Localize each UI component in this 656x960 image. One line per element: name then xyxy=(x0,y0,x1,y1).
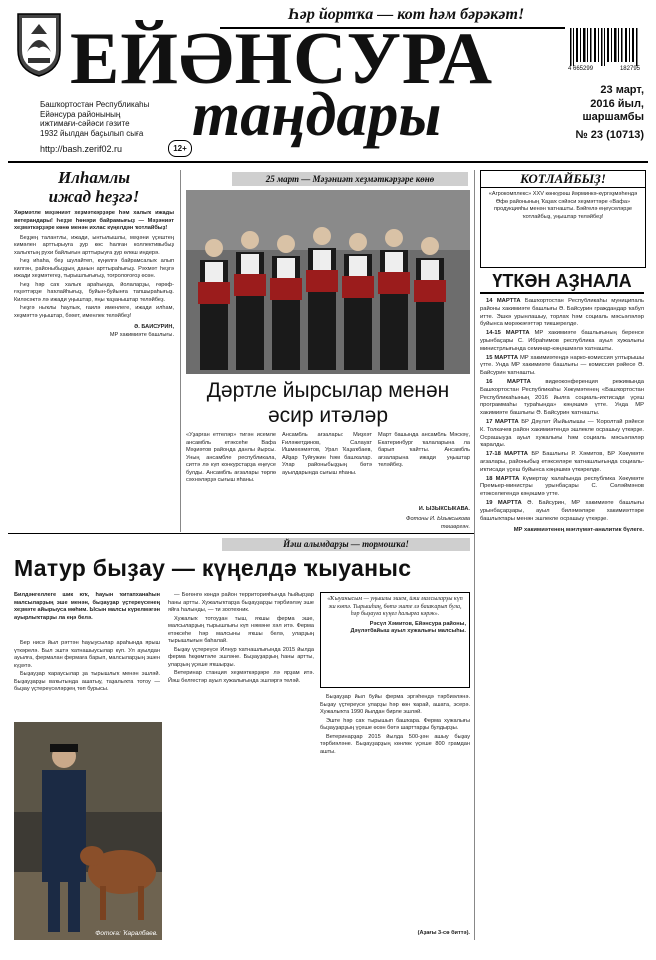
age-rating-badge: 12+ xyxy=(168,140,192,157)
quote-role: Дәүләтбайыш ауыл хужалығы малсыһы. xyxy=(350,628,466,634)
week-item-text: БР Дәүләт Йыйылышы — Ҡоролтай рәйесе К. Толкачев район хакимиәтендә эшлекле осрашыу үткәрҙе. Осрашыуҙа ауыл хужалығы һәм социаль мәсьәләләр ҡаралды. xyxy=(480,418,644,449)
week-item-text: видеоконференция режимында Башҡортостан Республикаһы Хөкүмәтенең «Башҡортостан Республикаһының 2016 йылға социаль-иҡтисади үҫеш программаһы тураһында» кәңәшмә үтте. Унда МР хакимиәте башлығы Ә. Байсурин ҡатнашты. xyxy=(480,378,644,417)
ensemble-column-1: «Уҙарған еттеләр» тигән исемле ансамбль етәксеһе Вафа Мәҙиәтов районда данлы йырсы. Уның ансамбле республикала, ситтә лә күп конкурстарҙа еңеүсе булды. Ансамбль ағзалары төрлө сәхнәләрҙә сығыш яһаны. xyxy=(186,432,276,483)
week-item-date: 14-15 МАРТТА xyxy=(486,330,530,337)
ensemble-photo-credit: Фотоны И. Ызыксыкова төшөргән. xyxy=(406,516,470,530)
section-rule xyxy=(8,533,474,534)
ensemble-headline xyxy=(186,378,470,428)
issue-weekday: шаршамбы xyxy=(582,111,644,123)
paragraph: Хужалыҡ тотоуҙан тыш, яҡшы ферма эше, малсыларҙың тырышлығы күп нәмәне хәл итә. Ферма етәксеһе һәр малсыны яҡшы белә, уларҙың тырышлығын баһалай. xyxy=(168,615,314,644)
week-item xyxy=(480,476,644,499)
publisher-line: Башҡортостан Республикаһы xyxy=(40,100,150,109)
last-week-list xyxy=(480,298,644,536)
paragraph: Һеҙ һәр саҡ халыҡ араһында, йолаларҙы, ғөрөф-ғәҙәттәрҙе һаҡлайһығыҙ, буйын-буйынға тапшыраһығыҙ. Киләсәктә лә ижади уңыштар, яңы ҡаҙаныштар теләйбеҙ. xyxy=(14,281,174,303)
congratulation-box xyxy=(480,170,646,268)
paragraph: Ветеринар станция хеҙмәткәрҙәре лә ярҙам итә. Йәш белгестәр ауыл хужалығында эшләргә теләй. xyxy=(168,670,314,684)
barcode-number-left: 4 665299 xyxy=(568,66,594,72)
week-item-text: Күмертау ҡалаһында республика Хөкүмәте Премьер-министры урынбаҫары С. Сөләймәнов етәкселегендә кәңәшмә үтте. xyxy=(480,475,644,498)
last-week-title: ҮТКӘН АҘНАЛА xyxy=(480,270,644,294)
publisher-info xyxy=(40,100,190,138)
young-headline: Матур быҙау — күңелдә ҡыуаныс xyxy=(14,555,412,581)
week-item-date: 16 МАРТТА xyxy=(486,378,531,385)
greeting-title-line: ижад һеҙгә! xyxy=(48,187,140,206)
greeting-lead: Хөрмәтле мәҙәниәт хеҙмәткәрҙәре һәм халыҡ ижады ветерандары! Һеҙҙе һөнәри байрамығыҙ — Мәҙәниәт хеҙмәткәрҙәре көнө менән ихлас күңелдән ҡотлайбыҙ! xyxy=(14,210,174,231)
last-week-section xyxy=(480,270,644,940)
young-lead: Билдәнгеллеге шик юҡ, һауын ҡитапханаһын малсыларҙың эше менән, быҙауҙар үҫтереүсенең хеҙмәте айырыуса мөһим. Ысын малсы күрелмәгән ауырлыҡтарҙы ла еңә белә. xyxy=(14,592,160,621)
barcode-number-right: 182795 xyxy=(619,66,640,72)
week-item-date: 19 МАРТТА xyxy=(486,499,522,506)
banner-text: 25 март — Мәҙәниәт хеҙмәткәрҙәре көнө xyxy=(265,174,435,184)
young-column-2 xyxy=(168,592,314,940)
quote-text: «Ҡыуанысым — уңышлы эшем, йәш малсыларҙы күп эш көтә. Тырышһаң, бөтә эште лә башҡарып була, һәр быҙауға күңел һалырға кәрәк». xyxy=(327,596,463,617)
greeting-title-line: Илһамлы xyxy=(57,168,131,187)
ensemble-column-3: Март башында ансамбль Мәскәү, Екатеринбург ҡалаларына ла барып ҡайтты. Ансамбль ағзаларына ижади уңыштар теләйбеҙ. xyxy=(378,432,470,468)
paragraph: Һеҙ иһаһа, беҙ шулайтеп, күңелгә байрамсалыҡ алып килгән, районыбыҙҙың данын арттыраһығыҙ. Рәхмәт һеҙгә ижади хеҙмәтегеҙ, тырышлығығыҙ, тоғролоғоғоҙ өсөн. xyxy=(14,258,174,279)
week-item-text: МР хакимиәте башлығының беренсе урынбаҫары С. Ибраһимов республика ауыл хужалығы министрлығында семинар-кәңәшмәлә ҡатнашты. xyxy=(480,330,644,352)
week-item-text: МР хакимиәтендә нарко-комиссия ултырышы үтте. Унда МР хакимиәте башлығы — комиссия рәйесе Ә. Байсурин ҡатнашты. xyxy=(480,354,644,377)
young-column-1 xyxy=(14,640,160,718)
paragraph: Ветеринарҙар 2015 йылда 500-ҙән ашыу быҙау тәрбиәләне. Быҙауҙарҙың көнлөк үҫеше 800 грамдан ашты. xyxy=(320,733,470,755)
barcode xyxy=(568,28,640,74)
column-divider xyxy=(180,170,181,532)
paragraph: Бер нисә йыл рәттән һауыусылар араһында ярыш үткәрелә. Был эштә ҡатнашыусылар күп. Ул ауылдан ауылға, фермалан фермаға барып, малсыларҙың эшен күҙәтә. xyxy=(14,640,160,669)
young-banner xyxy=(222,538,470,551)
paragraph: — Бөгөнгө көндә район территорияһында һыйырҙар һаны артты. Хужалыҡтарҙа быҙауҙарҙы тәрбиәләү эше яйға һалынды, — ти зоотехник. xyxy=(168,592,314,613)
website-url[interactable]: http://bash.zerif02.ru xyxy=(40,144,123,154)
quote-author: Рәсүл Хәмитов, Ейәнсура районы, xyxy=(369,620,466,627)
issue-date-block xyxy=(540,84,644,142)
greeting-title xyxy=(14,168,174,206)
week-item xyxy=(480,298,644,329)
paragraph: Быҙауҙар ҡараусылар ҙа тырышлыҡ менән эшләй. Быҙауҙарҙы ваҡытында ашатыу, таҙалыҡта тотоу — быҙау үҫтереүселәрҙең төп бурысы. xyxy=(14,671,160,692)
paragraph: Һеҙгә ныҡлы һаулыҡ, ғаилә именлеге, ижади илһам, хеҙмәттә уңыштар, бәхет, именлек теләйбеҙ! xyxy=(14,305,174,319)
paragraph: Беҙҙең талантлы, ижади, ынтылышлы, мәҙәни үҫештең кимәлен арттырыуға ҙур көс һалған коллективыбыҙ халыҡтың рухи байлығын арттырыуға ҙур өлөш индерә. xyxy=(14,234,174,256)
masthead-slogan: Һәр йортҡа — кот һәм бәрәкәт! xyxy=(287,6,525,23)
week-item xyxy=(480,355,644,378)
headline-line: Дәртле йырсылар менән xyxy=(206,379,450,402)
paragraph: Быҙауҙар йыл буйы ферма эргәһендә тәрбиәләнә. Быҙау үҫтереүсе уларҙы һәр көн ҡарай, ашата, эсерә. Хужалыҡта 1990 йылдан бирле эшләй. xyxy=(320,694,470,715)
week-item-date: 15 МАРТТА xyxy=(486,354,519,361)
congratulation-text: «Агрокомплекс» ХХV көнкүрөш йәрминкә-күргәҙмәһендә Өфө районының Ҡаҙаҡ сәйәси хеҙмәттәре «Вафа» продукцияһы менән ҡатнашты. Бәйгелә еңеүселәрҙе ҡотлайбыҙ, уңыштар теләйбеҙ! xyxy=(488,191,638,220)
greeting-body xyxy=(14,235,174,322)
calf-photo xyxy=(14,722,162,940)
greeting-signature: Ә. БАЙСУРИН, xyxy=(134,324,174,330)
week-item xyxy=(480,330,644,353)
publisher-line: ижтимағи-сәйәси гәзите xyxy=(40,119,130,128)
culture-day-banner xyxy=(232,172,468,186)
paragraph: Эште һәр саҡ тырышып башҡара. Ферма хужалығы быҙауҙарҙың үҫеше өсөн бөтә шарттарҙы булдырҙы. xyxy=(320,717,470,731)
ensemble-photo xyxy=(186,190,470,374)
banner-text: Йәш алымдарҙы — тормошҡа! xyxy=(283,539,409,549)
continued-note: (Аҙағы 3-сө биттә). xyxy=(417,930,470,936)
calf-photo-credit: Фотоға: Ҡаралбаев. xyxy=(95,930,158,937)
masthead-bottom-rule xyxy=(8,161,648,163)
masthead-title: ЕЙӘНСУРА xyxy=(70,18,494,100)
greeting-signature-role: МР хакимиәте башлығы. xyxy=(109,331,174,338)
week-item-text: БР Башлығы Р. Хәмитов, БР Хөкүмәте ағзалары, районыбыҙ етәкселәре ҡатнашлығында социаль-иҡтисади үҫеш буйынса кәңәшмә үткәрелде. xyxy=(480,451,644,473)
issue-date: 23 март, xyxy=(600,84,644,96)
week-item-date: 18 МАРТТА xyxy=(486,475,520,482)
issue-year: 2016 йыл, xyxy=(590,97,644,110)
week-item-text: Ә. Байсурин, МР хакимиәте башлығы урынбаҫарҙары, ауыл биләмәләре хакимиәттәре башлыҡтары менән эшлекле осрашыу үткәрҙе. xyxy=(480,499,644,522)
quote-box xyxy=(320,592,470,688)
ensemble-column-2: Ансамбль ағзалары: Миҙхәт Ғиләжетдинов, Салауат Ишмөхәмәтов, Урал Ҡаҙаҡбаев, Айҙар Туйғужин һәм башҡалар. Улар районыбыҙҙың бөтә ауылдарында сығыш яһаны. xyxy=(282,432,372,476)
week-item-date: 17-18 МАРТТА xyxy=(486,451,528,458)
week-item xyxy=(480,419,644,450)
column-divider xyxy=(474,170,475,940)
week-footer: МР хакимиәтенең мәғлүмәт-аналитик бүлеге. xyxy=(513,527,644,534)
paragraph: Быҙау үҫтереүсе Илнур ҡатнашлығында 2015 йылда ферма һөҙөмтәле эшләне. Быҙауҙарҙың һаны артты, уларҙың үҫеше яҡшырҙы. xyxy=(168,646,314,668)
week-item-date: 14 МАРТТА xyxy=(486,298,521,304)
week-item xyxy=(480,379,644,418)
publisher-line: Ейәнсура районының xyxy=(40,109,121,119)
masthead-subtitle: таңдары xyxy=(192,81,442,149)
young-column-3 xyxy=(320,694,470,930)
week-item xyxy=(480,451,644,474)
week-item-date: 17 МАРТТА xyxy=(486,418,519,425)
coat-of-arms-emblem xyxy=(14,10,64,78)
week-item-text: Башҡортостан Республикаһы муниципаль районы хакимиәте башлығы Ә. Байсурин граждандар ҡабул итте. Эшкә урынлашыу, торлаҡ һәм социаль мәсьәләләр буйынса мөрәжәғәттәр тикшерелде. xyxy=(480,298,644,328)
congratulation-title: КОТЛАЙБЫҘ! xyxy=(481,171,645,188)
issue-number: № 23 (10713) xyxy=(575,128,644,141)
headline-line: әсир итәләр xyxy=(267,404,389,427)
ensemble-byline: И. ЫЗЫКСЫКАВА. xyxy=(418,506,470,512)
week-item xyxy=(480,500,644,523)
publisher-line: 1932 йылдан баҫылып сыға xyxy=(40,128,144,138)
masthead xyxy=(0,0,656,160)
greeting-article xyxy=(14,168,174,530)
